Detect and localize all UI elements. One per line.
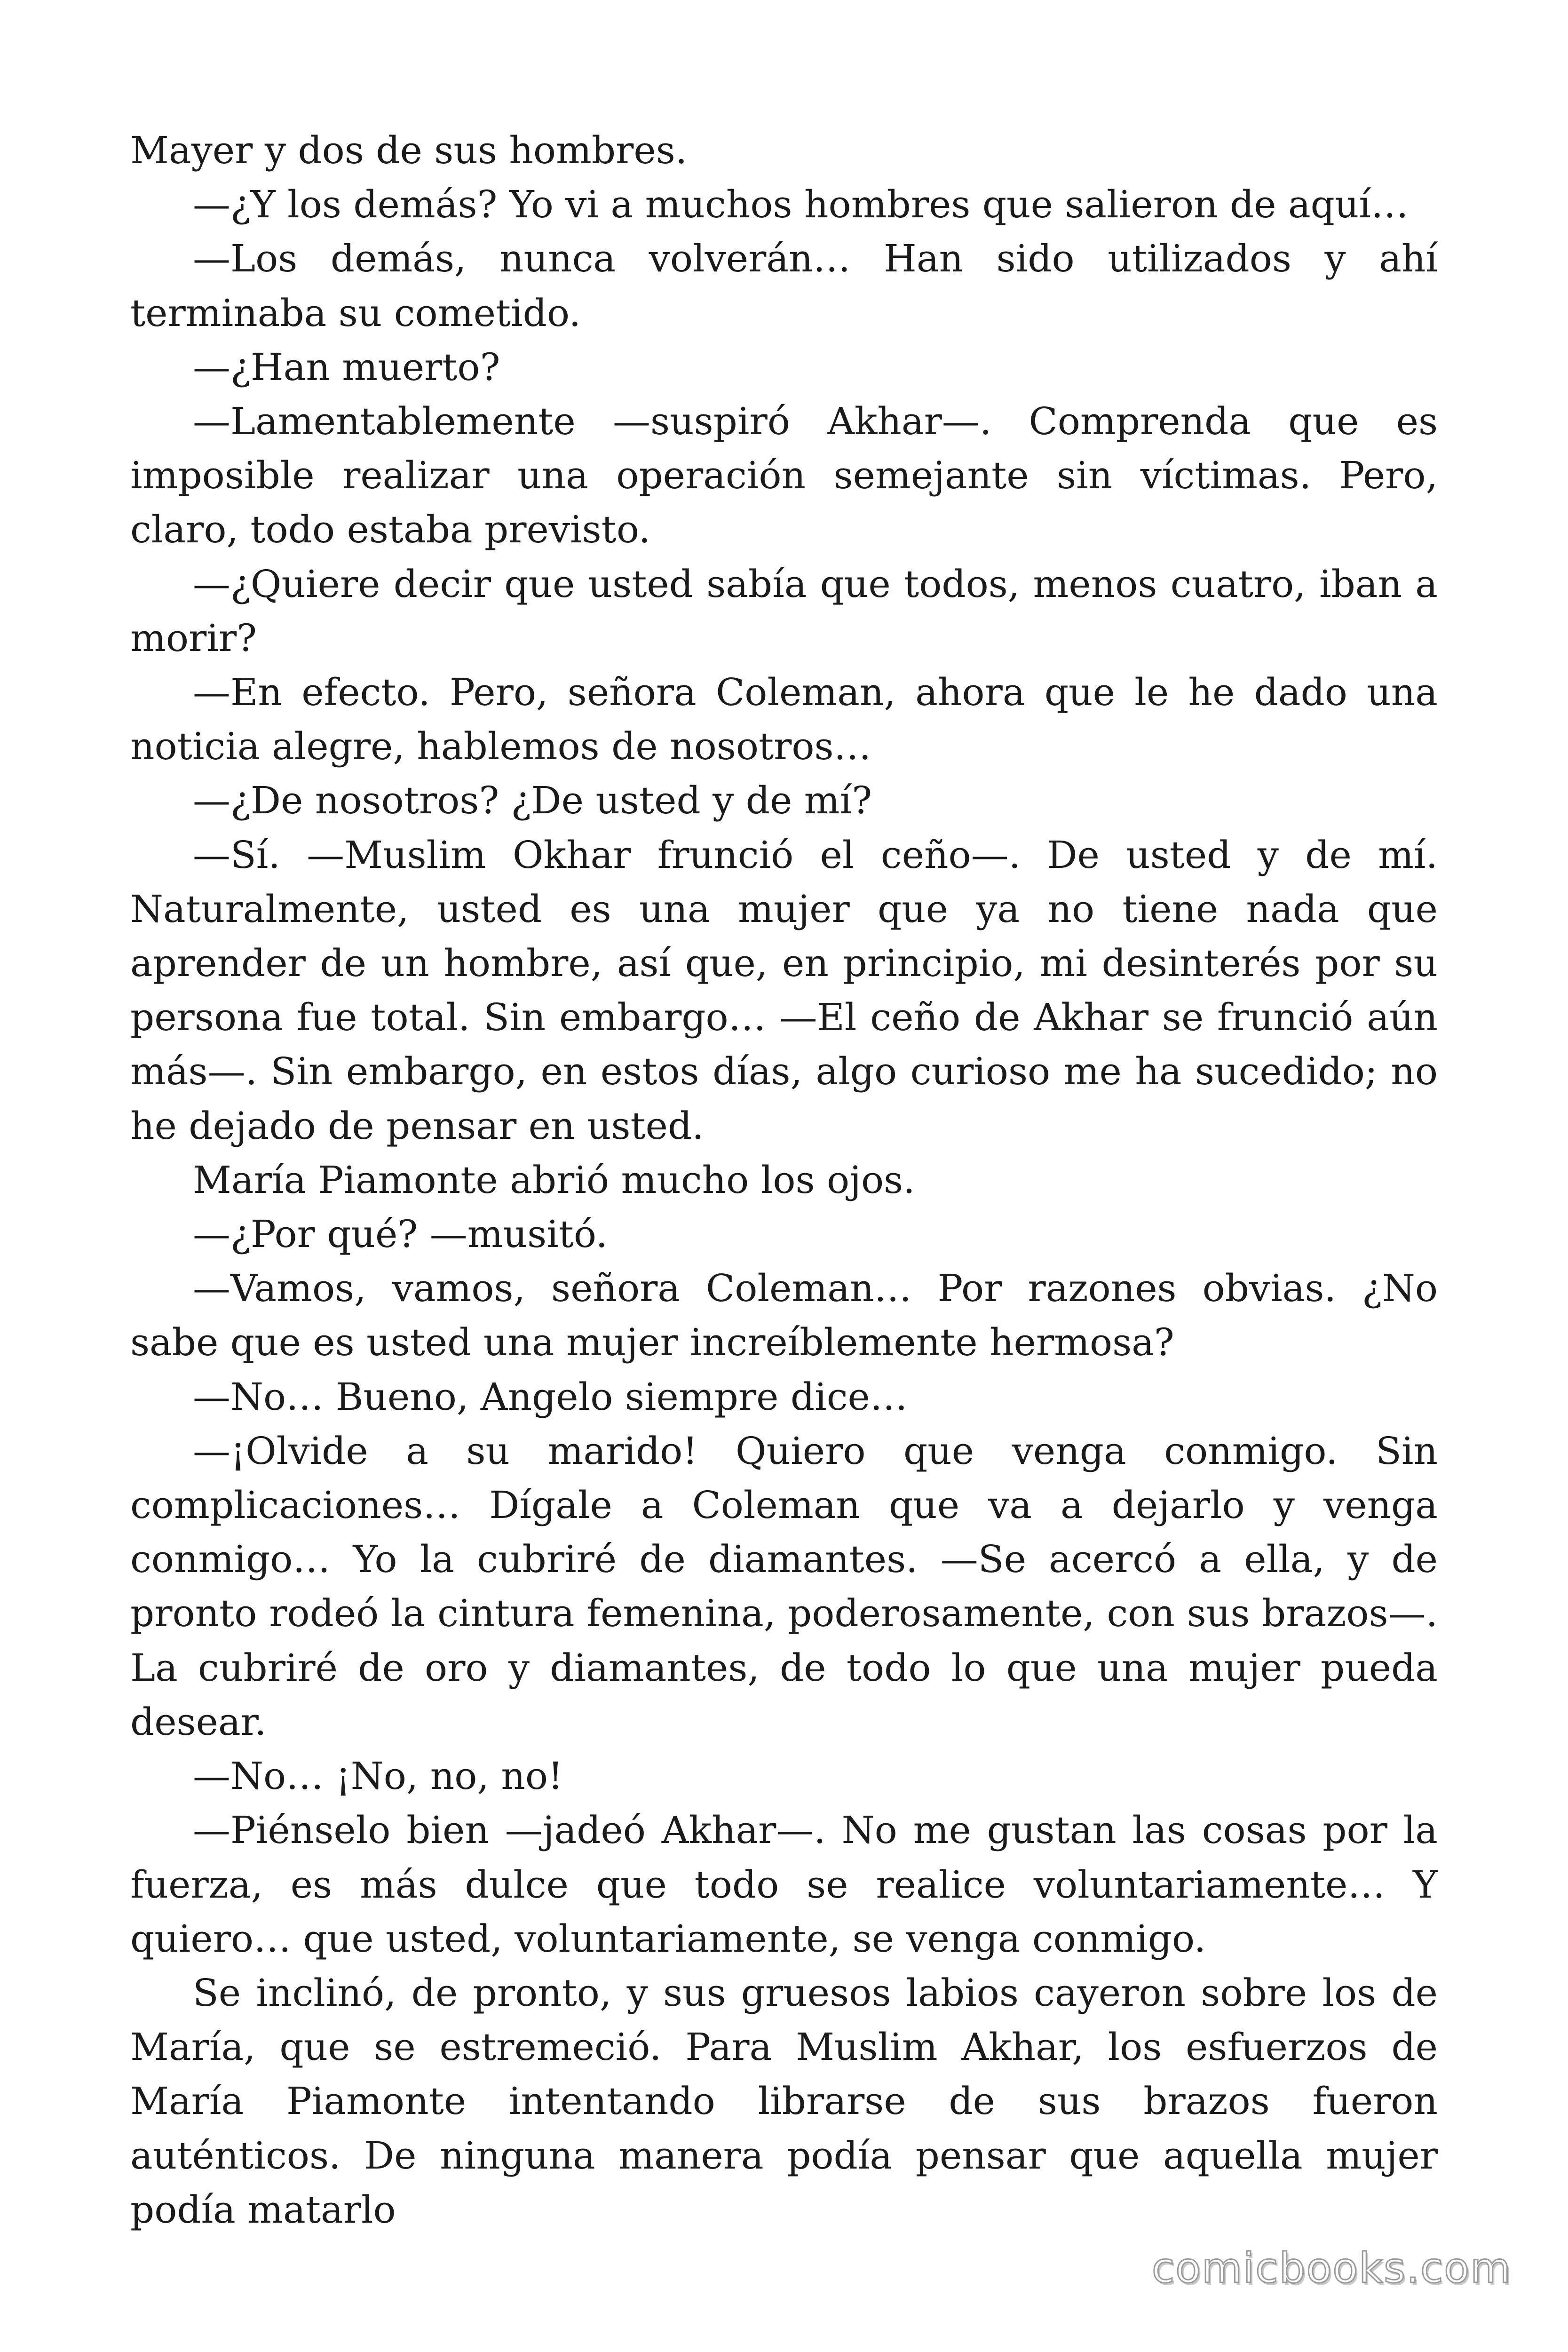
paragraph: —Los demás, nunca volverán… Han sido utilizados y ahí terminaba su cometido. [130, 237, 1438, 335]
paragraph: —No… Bueno, Angelo siempre dice… [193, 1375, 908, 1419]
paragraph: —En efecto. Pero, señora Coleman, ahora que le he dado una noticia alegre, hablemos de nosotros… [130, 670, 1438, 769]
paragraph: —Vamos, vamos, señora Coleman… Por razones obvias. ¿No sabe que es usted una mujer increíblemente hermosa? [130, 1266, 1438, 1365]
paragraph: —¿Y los demás? Yo vi a muchos hombres que salieron de aquí… [193, 183, 1409, 227]
paragraph: Mayer y dos de sus hombres. [130, 128, 688, 172]
paragraph: —Piénselo bien —jadeó Akhar—. No me gustan las cosas por la fuerza, es más dulce que todo se realice voluntariamente… Y quiero… que usted, voluntariamente, se venga conmigo. [130, 1808, 1438, 1961]
paragraph: Se inclinó, de pronto, y sus gruesos labios cayeron sobre los de María, que se estremeció. Para Muslim Akhar, los esfuerzos de María Piamonte intentando librarse de sus brazos fueron auténticos. De ninguna manera podía pensar que aquella mujer podía matarlo [130, 1971, 1438, 2232]
paragraph: María Piamonte abrió mucho los ojos. [193, 1158, 915, 1202]
paragraph: —¿Quiere decir que usted sabía que todos, menos cuatro, iban a morir? [130, 562, 1438, 660]
body-text [130, 123, 1438, 2237]
watermark: comicbooks.com [1151, 2244, 1512, 2292]
paragraph: —¡Olvide a su marido! Quiero que venga conmigo. Sin complicaciones… Dígale a Coleman que va a dejarlo y venga conmigo… Yo la cubriré de diamantes. —Se acercó a ella, y de pronto rodeó la cintura femenina, poderosamente, con sus brazos—. La cubriré de oro y diamantes, de todo lo que una mujer pueda desear. [130, 1429, 1438, 1744]
paragraph: —¿Por qué? —musitó. [193, 1212, 608, 1256]
paragraph: —Sí. —Muslim Okhar frunció el ceño—. De usted y de mí. Naturalmente, usted es una mujer que ya no tiene nada que aprender de un hombre, así que, en principio, mi desinterés por su persona fue total. Sin embargo… —El ceño de Akhar se frunció aún más—. Sin embargo, en estos días, algo curioso me ha sucedido; no he dejado de pensar en usted. [130, 833, 1438, 1148]
paragraph: —Lamentablemente —suspiró Akhar—. Comprenda que es imposible realizar una operación semejante sin víctimas. Pero, claro, todo estaba previsto. [130, 399, 1438, 552]
paragraph: —¿De nosotros? ¿De usted y de mí? [193, 779, 872, 823]
paragraph: —No… ¡No, no, no! [193, 1754, 563, 1798]
paragraph: —¿Han muerto? [193, 345, 500, 389]
